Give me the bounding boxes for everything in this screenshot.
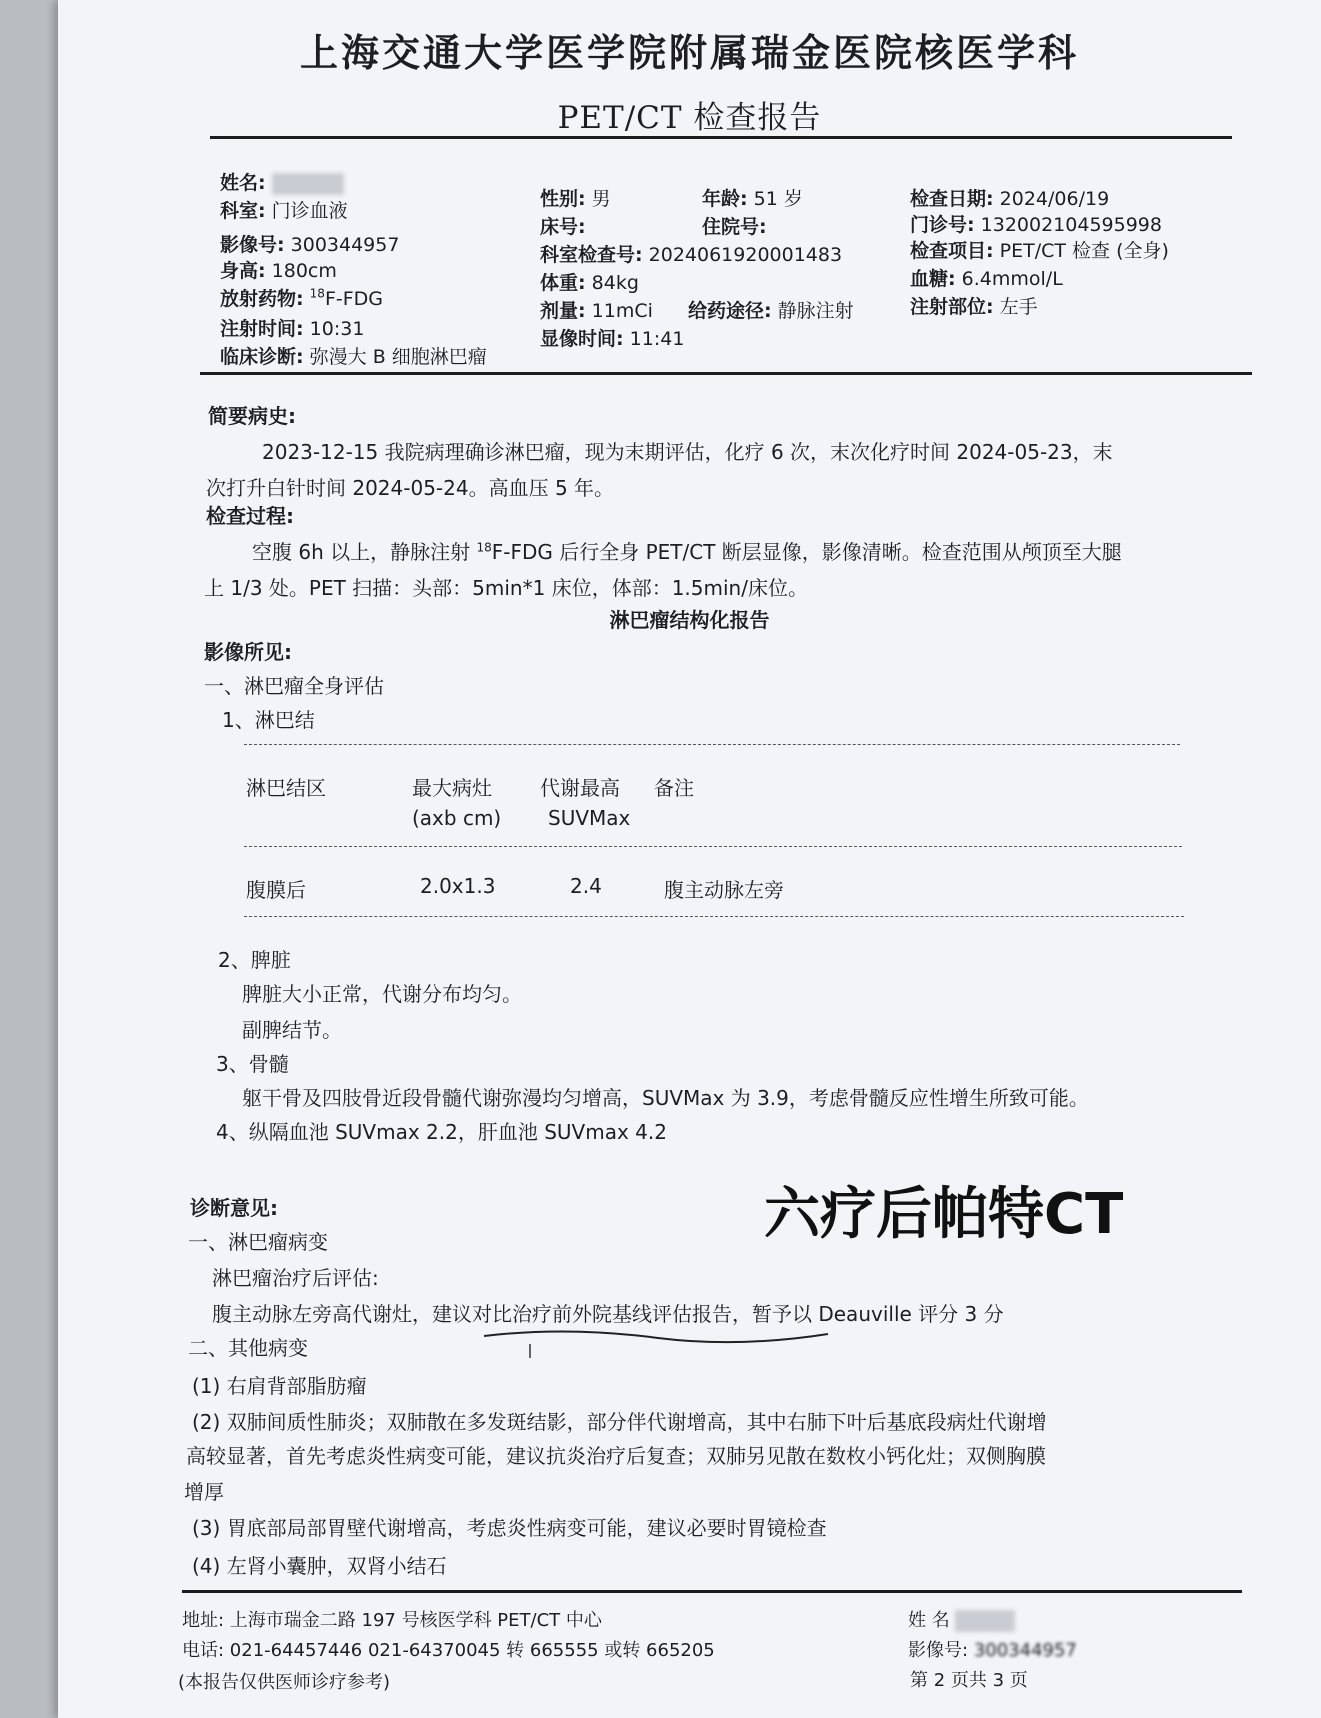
route-row: [688, 296, 854, 323]
dept-value: 门诊血液: [271, 200, 348, 222]
spleen-line-2: 副脾结节。: [242, 1018, 342, 1042]
scan-time-row: [540, 324, 684, 351]
history-line-1: 2023-12-15 我院病理确诊淋巴瘤，现为末期评估，化疗 6 次，末次化疗时间 2024-05-23，末: [262, 440, 1113, 464]
height-row: [220, 256, 337, 283]
th-note: 备注: [654, 776, 694, 800]
glucose-row: [910, 264, 1063, 291]
th-unit-size: (axb cm): [412, 806, 502, 830]
footer-page-number: 第 2 页共 3 页: [910, 1670, 1028, 1691]
ward-row: [702, 212, 767, 239]
height-label: 身高:: [220, 260, 266, 282]
table-dash-mid: [244, 846, 1182, 847]
diag-item-3: (3) 胃底部局部胃壁代谢增高，考虑炎性病变可能，建议必要时胃镜检查: [192, 1516, 827, 1540]
lymph-node-heading: 1、淋巴结: [222, 708, 315, 732]
process-line-2: 上 1/3 处。PET 扫描：头部：5min*1 床位，体部：1.5min/床位。: [204, 576, 808, 600]
name-redacted: [272, 173, 344, 195]
diag-eval-heading: 淋巴瘤治疗后评估:: [212, 1266, 379, 1290]
age-label: 年龄:: [702, 188, 748, 210]
dose-row: [540, 296, 653, 323]
dept-exam-label: 科室检查号:: [540, 244, 643, 266]
process-line-1a: 空腹 6h 以上，静脉注射: [252, 540, 477, 564]
hospital-name: 上海交通大学医学院附属瑞金医院核医学科: [299, 30, 1079, 75]
exam-date-value: 2024/06/19: [999, 188, 1110, 210]
spleen-heading: 2、脾脏: [218, 948, 291, 972]
footer-name-redacted: [955, 1610, 1015, 1632]
diag-eval-line: 腹主动脉左旁高代谢灶，建议对比治疗前外院基线评估报告，暂予以 Deauville 评分 3 分: [212, 1302, 1004, 1326]
process-line-1: [252, 536, 1122, 565]
inj-time-label: 注射时间:: [220, 318, 304, 340]
dept-label: 科室:: [220, 200, 266, 222]
table-row-note: 腹主动脉左旁: [664, 878, 784, 902]
th-suv: 代谢最高: [540, 776, 620, 800]
age-value: 51 岁: [753, 188, 803, 210]
drug-label: 放射药物:: [220, 288, 304, 310]
table-row-size: 2.0x1.3: [420, 874, 496, 898]
th-region: 淋巴结区: [246, 776, 326, 800]
clinic-row: [910, 210, 1162, 237]
process-line-1b: F-FDG 后行全身 PET/CT 断层显像，影像清晰。检查范围从颅顶至大腿: [491, 540, 1122, 564]
blood-pool-line: 4、纵隔血池 SUVmax 2.2，肝血池 SUVmax 4.2: [216, 1120, 667, 1144]
diagnosis-heading: 诊断意见:: [190, 1196, 278, 1220]
glucose-value: 6.4mmol/L: [961, 268, 1063, 290]
footer-image-no-label: 影像号:: [908, 1640, 969, 1661]
footer-phone: 电话: 021-64457446 021-64370045 转 665555 或转 665205: [182, 1640, 715, 1661]
sex-value: 男: [591, 188, 611, 210]
diag-section-2: 二、其他病变: [188, 1336, 308, 1360]
table-row-region: 腹膜后: [246, 878, 306, 902]
dept-row: [220, 196, 348, 223]
diag-item-2-line-2: 高较显著，首先考虑炎性病变可能，建议抗炎治疗后复查；双肺另见散在数枚小钙化灶；双侧胸膜: [186, 1444, 1046, 1468]
bed-label: 床号:: [540, 216, 586, 238]
exam-item-value: PET/CT 检查 (全身): [999, 240, 1169, 262]
site-row: [910, 292, 1038, 319]
image-no-value: 300344957: [290, 234, 400, 256]
drug-value: F-FDG: [324, 288, 384, 310]
scan-time-value: 11:41: [629, 328, 685, 350]
route-label: 给药途径:: [688, 300, 772, 322]
footer-image-no-value: 300344957: [973, 1640, 1077, 1661]
footer-image-no-row: [908, 1636, 1077, 1662]
diag-item-2-line-3: 增厚: [184, 1480, 224, 1504]
inj-time-row: [220, 314, 364, 341]
site-value: 左手: [999, 296, 1038, 318]
clinical-diag-label: 临床诊断:: [220, 346, 304, 368]
inj-time-value: 10:31: [309, 318, 365, 340]
weight-label: 体重:: [540, 272, 586, 294]
process-heading: 检查过程:: [206, 504, 294, 528]
history-line-2: 次打升白针时间 2024-05-24。高血压 5 年。: [206, 476, 615, 500]
table-dash-bottom: [244, 916, 1184, 917]
footer-address: 地址: 上海市瑞金二路 197 号核医学科 PET/CT 中心: [182, 1610, 602, 1631]
header-rule: [210, 136, 1232, 139]
glucose-label: 血糖:: [910, 268, 956, 290]
th-max-lesion: 最大病灶: [412, 776, 492, 800]
info-rule: [200, 372, 1252, 375]
dept-exam-row: [540, 240, 842, 267]
report-title: PET/CT 检查报告: [557, 100, 822, 136]
route-value: 静脉注射: [777, 300, 854, 322]
diag-section-1: 一、淋巴瘤病变: [188, 1230, 328, 1254]
drug-isotope: 18: [309, 286, 325, 301]
marrow-heading: 3、骨髓: [216, 1052, 289, 1076]
table-row-suv: 2.4: [570, 874, 602, 898]
table-dash-top: [244, 744, 1180, 745]
name-label: 姓名:: [220, 172, 266, 194]
exam-date-label: 检查日期:: [910, 188, 994, 210]
diag-item-1: (1) 右肩背部脂肪瘤: [192, 1374, 367, 1398]
diag-item-4: (4) 左肾小囊肿，双肾小结石: [192, 1554, 447, 1578]
pen-underline: [478, 1322, 838, 1362]
clinical-diag-row: [220, 342, 487, 369]
exam-date-row: [910, 184, 1109, 211]
weight-value: 84kg: [591, 272, 639, 294]
report-page: [58, 0, 1321, 1718]
clinic-label: 门诊号:: [910, 214, 975, 236]
spleen-line-1: 脾脏大小正常，代谢分布均匀。: [242, 982, 522, 1006]
bed-row: [540, 212, 586, 239]
ward-label: 住院号:: [702, 216, 767, 238]
height-value: 180cm: [271, 260, 337, 282]
image-no-label: 影像号:: [220, 234, 285, 256]
clinic-value: 132002104595998: [980, 214, 1162, 236]
sex-row: [540, 184, 611, 211]
site-label: 注射部位:: [910, 296, 994, 318]
dept-exam-value: 2024061920001483: [648, 244, 843, 266]
drug-row: [220, 284, 383, 311]
diag-item-2-line-1: (2) 双肺间质性肺炎；双肺散在多发斑结影，部分伴代谢增高，其中右肺下叶后基底段病灶代谢增: [192, 1410, 1047, 1434]
clinical-diag-value: 弥漫大 B 细胞淋巴瘤: [309, 346, 487, 368]
handwritten-annotation: 六疗后帕特CT: [764, 1182, 1124, 1247]
marrow-line: 躯干骨及四肢骨近段骨髓代谢弥漫均匀增高，SUVMax 为 3.9，考虑骨髓反应性增生所致可能。: [242, 1086, 1089, 1110]
exam-item-label: 检查项目:: [910, 240, 994, 262]
structured-title: 淋巴瘤结构化报告: [609, 608, 770, 632]
age-row: [702, 184, 803, 211]
patient-name-row: [220, 168, 344, 195]
scan-time-label: 显像时间:: [540, 328, 624, 350]
dose-label: 剂量:: [540, 300, 586, 322]
footer-rule: [182, 1590, 1242, 1593]
sex-label: 性别:: [540, 188, 586, 210]
process-isotope: 18: [476, 540, 492, 555]
weight-row: [540, 268, 639, 295]
dose-value: 11mCi: [591, 300, 653, 322]
th-unit-suv: SUVMax: [548, 806, 631, 830]
footer-note: (本报告仅供医师诊疗参考): [178, 1672, 391, 1693]
exam-item-row: [910, 236, 1169, 263]
footer-name-label: 姓 名: [908, 1610, 950, 1631]
findings-heading: 影像所见:: [204, 640, 292, 664]
history-heading: 简要病史:: [208, 404, 296, 428]
image-no-row: [220, 230, 399, 257]
footer-name-row: [908, 1606, 1015, 1632]
findings-section-1: 一、淋巴瘤全身评估: [204, 674, 384, 698]
